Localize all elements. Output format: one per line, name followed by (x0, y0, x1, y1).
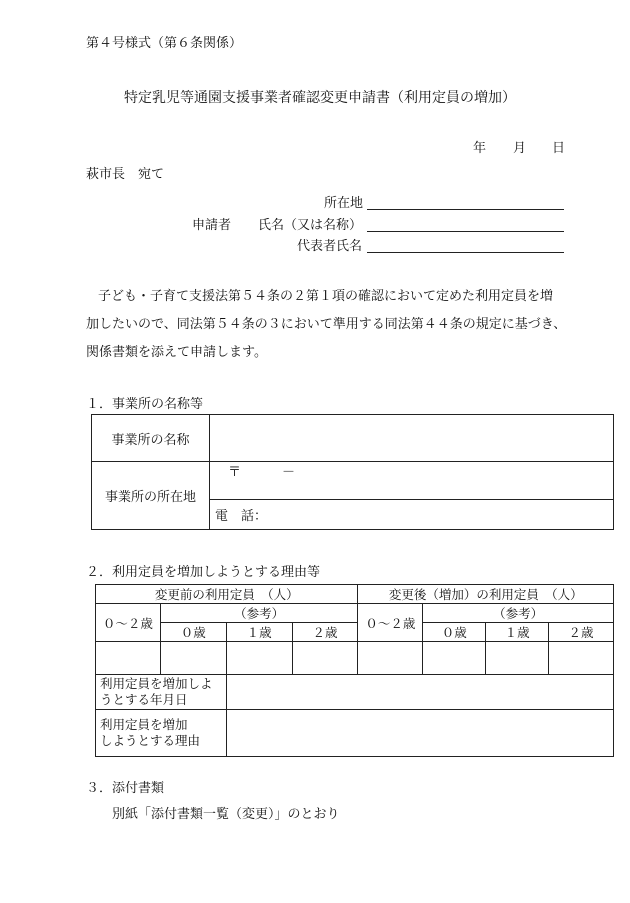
date-year-label: 年 (473, 141, 487, 156)
page-title: 特定乳児等通園支援事業者確認変更申請書（利用定員の増加） (124, 90, 516, 106)
before-age-header-0-2: ０～２歳 (96, 604, 161, 642)
facility-phone-field[interactable] (210, 500, 614, 530)
facility-name-label: 事業所の名称 (92, 415, 210, 462)
date-day-label: 日 (552, 141, 566, 156)
increase-reason-label (96, 710, 227, 757)
after-age-header-0-2: ０～２歳 (358, 604, 423, 642)
facility-info-table (91, 414, 614, 530)
representative-label: 代表者氏名 (297, 239, 363, 254)
body-text-line-1: 子ども・子育て支援法第５４条の２第１項の確認において定めた利用定員を増 (98, 289, 554, 304)
capacity-table (95, 584, 614, 757)
postal-mark: 〒 (228, 465, 242, 480)
body-text-line-3: 関係書類を添えて申請します。 (86, 345, 267, 360)
before-age-header-2: ２歳 (292, 623, 358, 642)
after-capacity-0-cell[interactable] (423, 642, 486, 675)
date-month-label: 月 (513, 141, 527, 156)
increase-date-label-line-2: うとする年月日 (100, 692, 188, 707)
after-age-header-2: ２歳 (549, 623, 614, 642)
addressee: 萩市長 宛て (86, 167, 165, 182)
name-line[interactable] (367, 231, 564, 232)
phone-label: 電 話： (215, 509, 268, 524)
before-reference-header: （参考） (160, 604, 358, 623)
increase-date-label (96, 675, 227, 710)
facility-name-field[interactable] (210, 415, 614, 462)
applicant-label: 申請者 (192, 218, 232, 233)
increase-reason-field[interactable] (226, 710, 613, 757)
name-label: 氏名（又は名称） (258, 218, 363, 233)
before-capacity-2-cell[interactable] (292, 642, 358, 675)
after-age-header-0: ０歳 (423, 623, 486, 642)
after-age-header-1: １歳 (486, 623, 549, 642)
section1-heading: １．事業所の名称等 (86, 397, 204, 412)
representative-line[interactable] (367, 252, 564, 253)
increase-reason-label-line-1: 利用定員を増加 (100, 716, 188, 732)
before-capacity-header: 変更前の利用定員 （人） (96, 585, 358, 604)
increase-date-field[interactable] (226, 675, 613, 710)
facility-location-label: 事業所の所在地 (92, 462, 210, 530)
before-age-header-0: ０歳 (160, 623, 226, 642)
address-label: 所在地 (324, 196, 364, 211)
body-text-line-2: 加したいので、同法第５４条の３において準用する同法第４４条の規定に基づき、 (86, 317, 567, 332)
attachment-note: 別紙「添付書類一覧（変更）」のとおり (112, 807, 340, 822)
increase-reason-label-line-2: しようとする理由 (100, 733, 201, 748)
before-capacity-0-cell[interactable] (160, 642, 226, 675)
form-number: 第４号様式（第６条関係） (86, 36, 243, 51)
after-reference-header: （参考） (423, 604, 614, 623)
before-capacity-1-cell[interactable] (226, 642, 292, 675)
after-capacity-header: 変更後（増加）の利用定員 （人） (358, 585, 614, 604)
before-age-header-1: １歳 (226, 623, 292, 642)
after-capacity-1-cell[interactable] (486, 642, 549, 675)
section2-heading: ２．利用定員を増加しようとする理由等 (86, 565, 321, 580)
facility-address-field[interactable] (210, 462, 614, 500)
postal-dash: － (282, 465, 296, 480)
after-capacity-2-cell[interactable] (549, 642, 614, 675)
section3-heading: ３．添付書類 (86, 781, 165, 796)
address-line[interactable] (367, 209, 564, 210)
after-capacity-0-2-cell[interactable] (358, 642, 423, 675)
before-capacity-0-2-cell[interactable] (96, 642, 161, 675)
increase-date-label-line-1: 利用定員を増加しよ (100, 675, 213, 691)
